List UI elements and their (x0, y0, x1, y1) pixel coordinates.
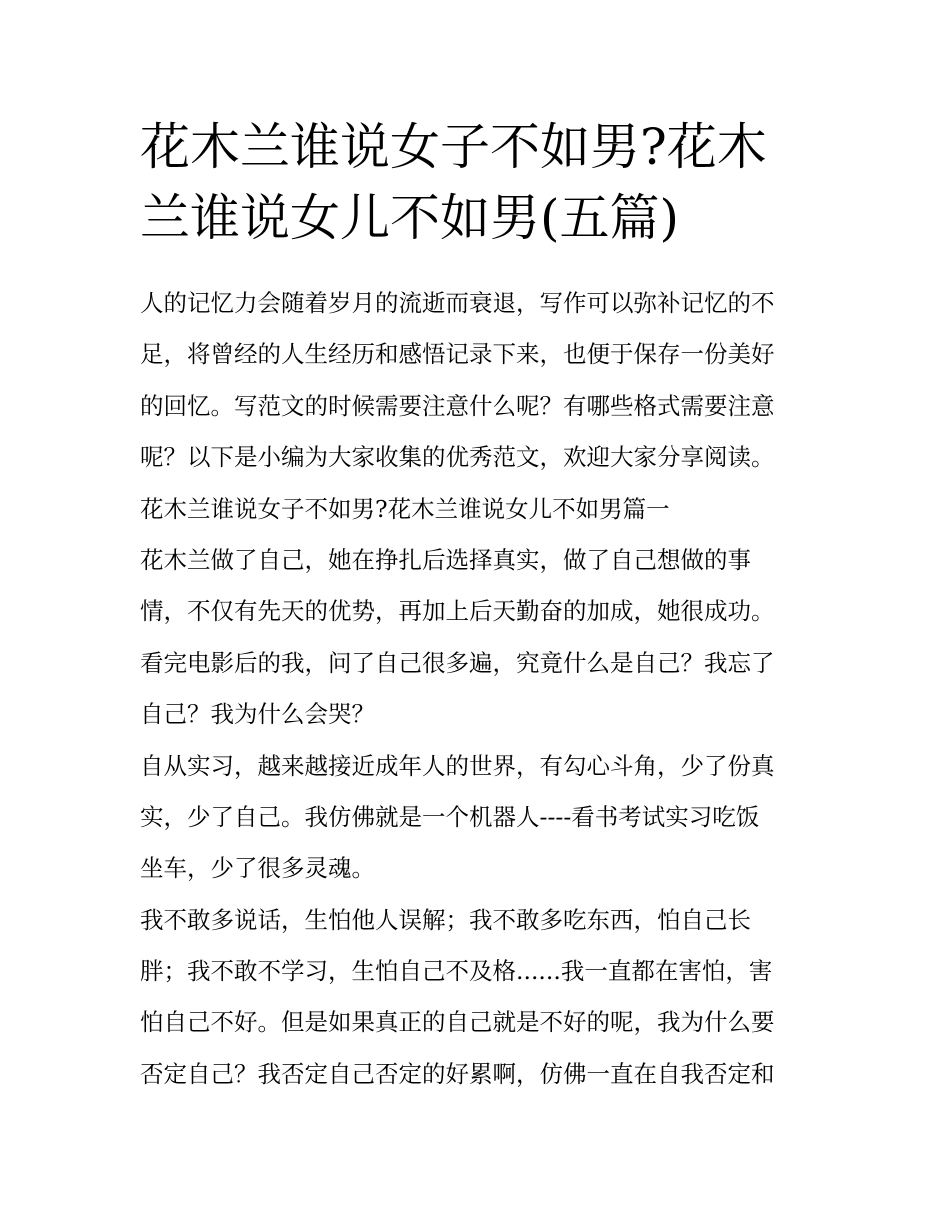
body-line: 呢？以下是小编为大家收集的优秀范文，欢迎大家分享阅读。 (140, 443, 775, 472)
body-line: 看完电影后的我，问了自己很多遍，究竟什么是自己？我忘了 (140, 648, 775, 677)
body-line: 胖；我不敢不学习，生怕自己不及格......我一直都在害怕，害 (140, 957, 773, 986)
body-line: 我不敢多说话，生怕他人误解；我不敢多吃东西，怕自己长 (140, 905, 751, 934)
title-line: 花木兰谁说女子不如男?花木 (140, 118, 767, 176)
body-line: 怕自己不好。但是如果真正的自己就是不好的呢，我为什么要 (140, 1008, 775, 1037)
body-line: 坐车，少了很多灵魂。 (140, 854, 375, 883)
section-heading: 花木兰谁说女子不如男?花木兰谁说女儿不如男篇一 (140, 494, 670, 523)
title-line: 兰谁说女儿不如男(五篇) (140, 189, 680, 247)
body-line: 自己？我为什么会哭？ (140, 700, 375, 729)
body-line: 情，不仅有先天的优势，再加上后天勤奋的加成，她很成功。 (140, 597, 775, 626)
document-title (140, 112, 820, 254)
body-line: 人的记忆力会随着岁月的流逝而衰退，写作可以弥补记忆的不 (140, 289, 775, 317)
body-line: 自从实习，越来越接近成年人的世界，有勾心斗角，少了份真 (140, 751, 775, 780)
body-line: 足，将曾经的人生经历和感悟记录下来，也便于保存一份美好 (140, 340, 775, 369)
body-line: 的回忆。写范文的时候需要注意什么呢？有哪些格式需要注意 (140, 391, 775, 420)
body-line: 花木兰做了自己，她在挣扎后选择真实，做了自己想做的事 (140, 545, 751, 574)
body-line: 实，少了自己。我仿佛就是一个机器人----看书考试实习吃饭 (140, 802, 760, 831)
document-body (140, 278, 820, 1100)
body-line: 否定自己？我否定自己否定的好累啊，仿佛一直在自我否定和 (140, 1059, 775, 1088)
